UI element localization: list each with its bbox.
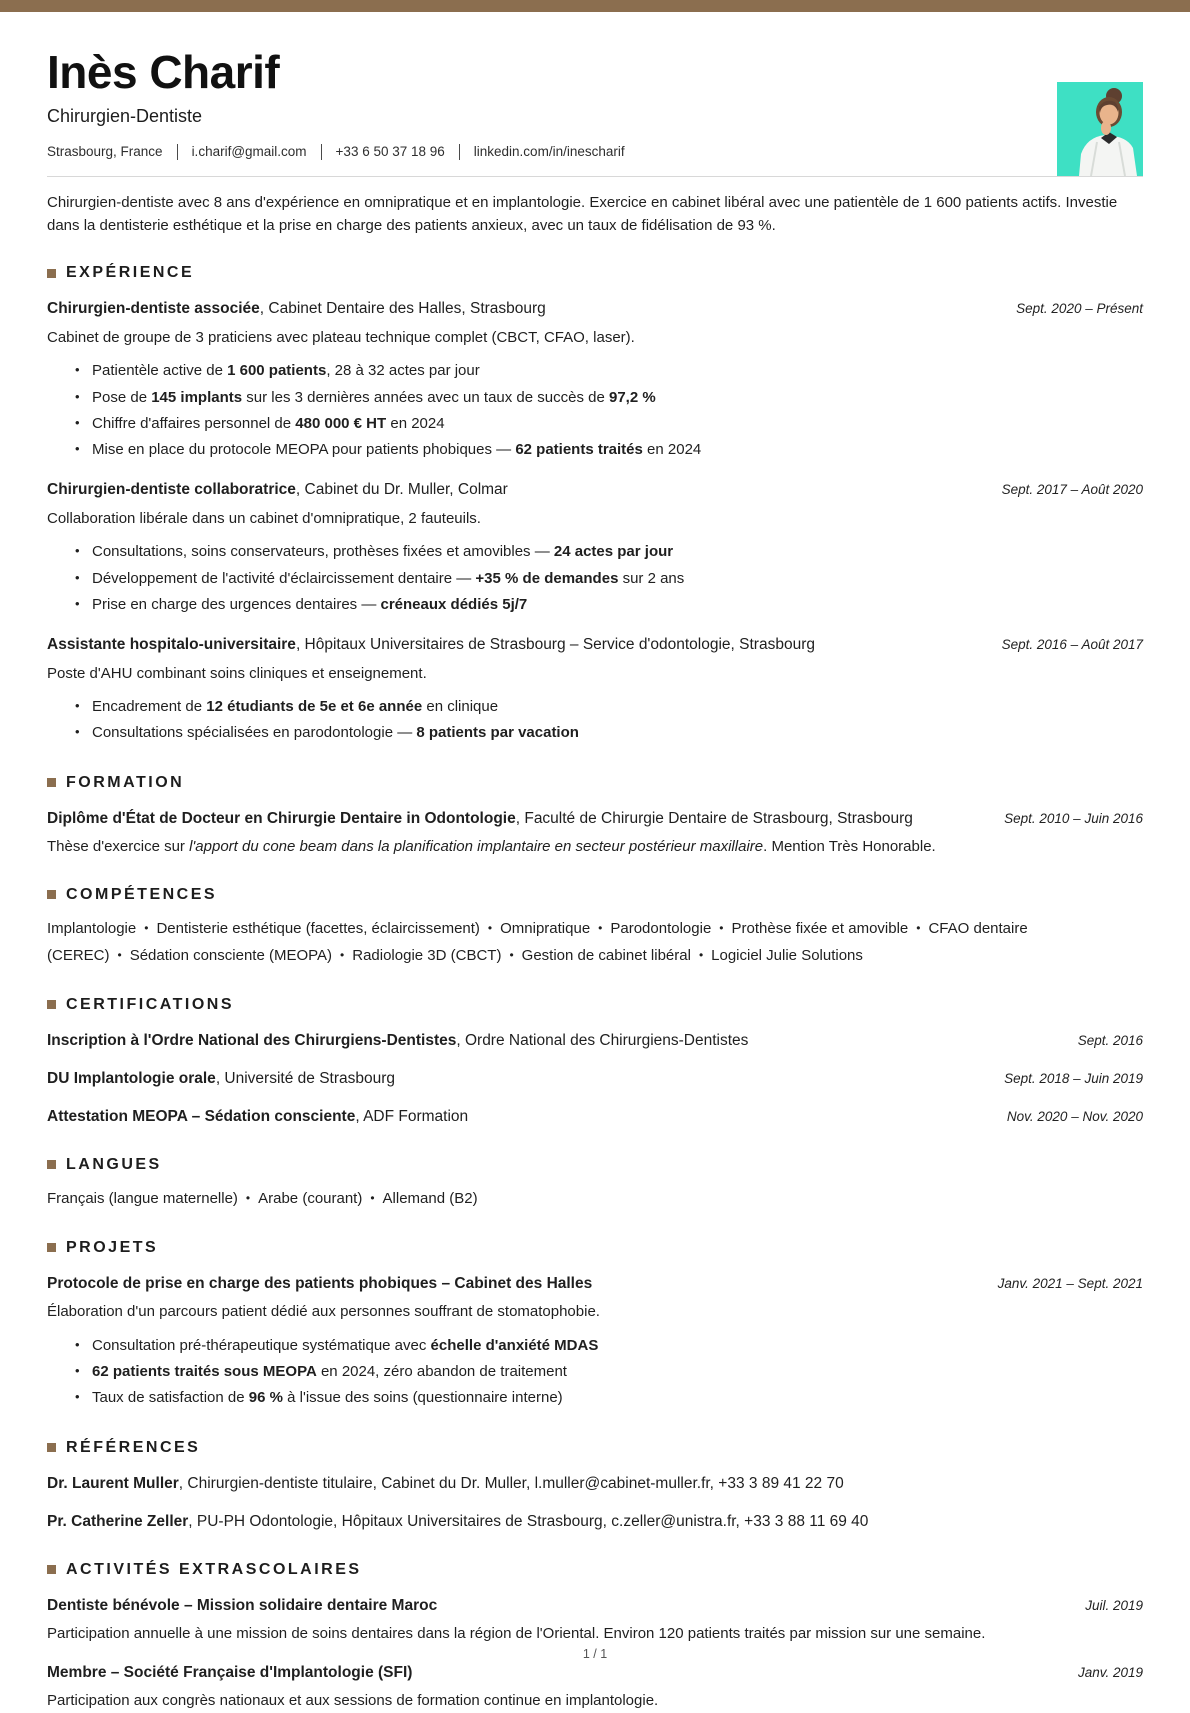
entry-header <box>47 1473 1143 1495</box>
entry-date: Janv. 2019 <box>1077 1664 1143 1680</box>
section-header <box>47 1156 1143 1174</box>
entry-header <box>47 1273 1143 1295</box>
bullet-text: en 2024, zéro abandon de traitement <box>316 1363 567 1381</box>
list-item: Sédation consciente (MEOPA) <box>129 946 333 964</box>
bullet-text: créneaux dédiés 5j/7 <box>380 595 528 613</box>
bullet-list <box>75 539 1143 618</box>
person-job-title: Chirurgien-Dentiste <box>47 105 203 126</box>
section-marker-icon <box>47 1000 56 1009</box>
entry-title-rest: , ADF Formation <box>355 1108 469 1126</box>
bullet-item <box>75 1333 1143 1359</box>
entry-title-bold: Inscription à l'Ordre National des Chirurgiens-Dentistes <box>47 1031 457 1049</box>
resume-header <box>47 46 1143 160</box>
entry-date: Sept. 2020 – Présent <box>1016 301 1143 317</box>
entry-title-rest: , Cabinet du Dr. Muller, Colmar <box>295 481 508 499</box>
entry-title-rest: , Chirurgien-dentiste titulaire, Cabinet du Dr. Muller, l.muller@cabinet-muller.fr, +33 3 89 41 22 70 <box>178 1474 844 1492</box>
bullet-text: 62 patients traités sous MEOPA <box>92 1363 317 1381</box>
entry-subtitle <box>47 663 1143 686</box>
entry-date: Janv. 2021 – Sept. 2021 <box>997 1275 1143 1291</box>
entry-title <box>47 1662 412 1684</box>
entry-header <box>47 479 1143 501</box>
bullet-text: en 2024 <box>642 441 702 459</box>
entry-subtitle-text: Cabinet de groupe de 3 praticiens avec plateau technique complet (CBCT, CFAO, laser). <box>47 328 635 346</box>
section-header <box>47 996 1143 1014</box>
bullet-text: Pose de <box>92 388 152 406</box>
entry-title <box>47 1473 844 1495</box>
entry <box>47 1595 1143 1646</box>
entry-date: Sept. 2010 – Juin 2016 <box>1004 810 1143 826</box>
contact-phone: +33 6 50 37 18 96 <box>335 144 445 160</box>
entry-title-bold: Chirurgien-dentiste collaboratrice <box>47 481 296 499</box>
section-marker-icon <box>47 890 56 899</box>
section-marker-icon <box>47 1565 56 1574</box>
entry-title-bold: Assistante hospitalo-universitaire <box>47 636 296 654</box>
entry-subtitle <box>47 1623 1143 1646</box>
entry <box>47 1662 1143 1713</box>
entry-title <box>47 479 508 501</box>
contact-separator <box>321 144 322 160</box>
section-langues <box>47 1156 1143 1212</box>
entry-title-rest: , Hôpitaux Universitaires de Strasbourg – Service d'odontologie, Strasbourg <box>295 636 815 654</box>
entry-title <box>47 1106 468 1128</box>
bullet-text: 96 % <box>248 1389 283 1407</box>
entry <box>47 1511 1143 1533</box>
entry-subtitle-text: . Mention Très Honorable. <box>763 838 936 856</box>
list-item: Dentisterie esthétique (facettes, éclaircissement) <box>156 919 480 937</box>
section-experience <box>47 264 1143 746</box>
list-separator-icon: • <box>370 1190 375 1205</box>
entry-title <box>47 634 815 656</box>
section-header <box>47 774 1143 792</box>
contact-email: i.charif@gmail.com <box>191 144 307 160</box>
entry-subtitle <box>47 1301 1143 1324</box>
accent-top-bar <box>0 0 1190 12</box>
bullet-text: 480 000 € HT <box>295 414 387 432</box>
bullet-text: 145 implants <box>151 388 243 406</box>
section-header <box>47 1439 1143 1457</box>
bullet-text: en 2024 <box>386 414 445 432</box>
bullet-text: Mise en place du protocole MEOPA pour patients phobiques — <box>92 441 516 459</box>
list-separator-icon: • <box>509 947 514 962</box>
entry-header <box>47 1595 1143 1617</box>
bullet-text: 12 étudiants de 5e et 6e année <box>206 698 423 716</box>
contact-separator <box>177 144 178 160</box>
list-item: Implantologie <box>47 919 137 937</box>
entry-subtitle-text: Participation annuelle à une mission de soins dentaires dans la région de l'Oriental. Environ 120 patients traités par mission sur une semaine. <box>47 1625 986 1643</box>
profile-summary: Chirurgien-dentiste avec 8 ans d'expérience en omnipratique et en implantologie. Exercice en cabinet libéral avec une patientèle de 1 600 patients actifs. Investie dans la dentisterie esthétique et la prise en charge des patients anxieux, avec un taux de fidélisation de 93 %. <box>47 193 1118 235</box>
entry <box>47 808 1143 859</box>
entry-date: Nov. 2020 – Nov. 2020 <box>1006 1109 1143 1125</box>
entry-title <box>47 298 546 320</box>
bullet-item <box>75 385 1143 411</box>
bullet-item <box>75 358 1143 384</box>
entry-title <box>47 1595 437 1617</box>
bullet-text: Taux de satisfaction de <box>92 1389 249 1407</box>
entry-title-bold: Dr. Laurent Muller <box>47 1474 179 1492</box>
list-separator-icon: • <box>916 920 921 935</box>
section-title: ACTIVITÉS EXTRASCOLAIRES <box>66 1560 362 1578</box>
entry-header <box>47 808 1143 830</box>
entry-subtitle-text: Poste d'AHU combinant soins cliniques et enseignement. <box>47 664 427 682</box>
entry-date: Sept. 2016 <box>1077 1032 1143 1048</box>
entry-header <box>47 1662 1143 1684</box>
list-item: Gestion de cabinet libéral <box>521 946 691 964</box>
section-title: PROJETS <box>66 1238 159 1256</box>
bullet-text: 8 patients par vacation <box>416 724 579 742</box>
list-separator-icon: • <box>117 947 122 962</box>
entry-subtitle-text: Collaboration libérale dans un cabinet d'omnipratique, 2 fauteuils. <box>47 509 481 527</box>
entry-date: Sept. 2018 – Juin 2019 <box>1004 1070 1143 1086</box>
list-item: Prothèse fixée et amovible <box>731 919 909 937</box>
bullet-text: +35 % de demandes <box>475 569 619 587</box>
section-formation <box>47 774 1143 859</box>
bullet-item <box>75 720 1143 746</box>
contact-separator <box>459 144 460 160</box>
list-item: Allemand (B2) <box>382 1189 478 1207</box>
section-competences <box>47 886 1143 969</box>
entry-title-bold: Attestation MEOPA – Sédation consciente <box>47 1108 356 1126</box>
contact-row <box>47 144 1143 160</box>
bullet-item <box>75 566 1143 592</box>
inline-list <box>47 1185 1143 1212</box>
list-item: Arabe (courant) <box>258 1189 363 1207</box>
entry-subtitle-text: Élaboration d'un parcours patient dédié aux personnes souffrant de stomatophobie. <box>47 1303 600 1321</box>
list-separator-icon: • <box>598 920 603 935</box>
entry-subtitle <box>47 508 1143 531</box>
list-item: Français (langue maternelle) <box>47 1189 238 1207</box>
entry <box>47 1273 1143 1412</box>
entry-title-rest: , Faculté de Chirurgie Dentaire de Strasbourg, Strasbourg <box>515 809 913 827</box>
entry-date: Juil. 2019 <box>1085 1597 1143 1613</box>
entry <box>47 1068 1143 1090</box>
bullet-item <box>75 411 1143 437</box>
bullet-item <box>75 1385 1143 1411</box>
entry-title <box>47 1068 395 1090</box>
entry-title-rest: , PU-PH Odontologie, Hôpitaux Universitaires de Strasbourg, c.zeller@unistra.fr, +33 3 88 11 69 40 <box>188 1513 869 1531</box>
entry <box>47 1473 1143 1495</box>
sections <box>47 264 1143 1712</box>
inline-list <box>47 915 1143 969</box>
document-body <box>0 46 1190 1713</box>
entry-header <box>47 634 1143 656</box>
bullet-item <box>75 1359 1143 1385</box>
bullet-text: Consultations, soins conservateurs, prothèses fixées et amovibles — <box>92 543 554 561</box>
entry-subtitle <box>47 327 1143 350</box>
entry-title <box>47 1273 592 1295</box>
list-item: Omnipratique <box>500 919 591 937</box>
entry-title-bold: DU Implantologie orale <box>47 1069 216 1087</box>
bullet-text: sur 2 ans <box>618 569 685 587</box>
bullet-text: 1 600 patients <box>227 362 327 380</box>
bullet-item <box>75 592 1143 618</box>
list-separator-icon: • <box>487 920 493 935</box>
section-marker-icon <box>47 269 56 278</box>
bullet-text: 24 actes par jour <box>553 543 674 561</box>
header-divider <box>47 176 1143 177</box>
entry <box>47 1030 1143 1052</box>
bullet-list <box>75 1333 1143 1412</box>
bullet-text: , 28 à 32 actes par jour <box>326 362 480 380</box>
entry-header <box>47 1106 1143 1128</box>
section-header <box>47 264 1143 282</box>
section-marker-icon <box>47 1443 56 1452</box>
list-separator-icon: • <box>719 920 724 935</box>
section-header <box>47 886 1143 904</box>
section-marker-icon <box>47 1160 56 1169</box>
entry-date: Sept. 2017 – Août 2020 <box>1001 482 1143 498</box>
entry-subtitle <box>47 836 1143 859</box>
contact-location: Strasbourg, France <box>47 144 163 160</box>
bullet-item <box>75 437 1143 463</box>
list-item: Radiologie 3D (CBCT) <box>352 946 502 964</box>
entry-title-rest: , Cabinet Dentaire des Halles, Strasbourg <box>259 300 546 318</box>
section-projets <box>47 1239 1143 1412</box>
section-title: COMPÉTENCES <box>66 885 218 903</box>
bullet-text: Consultation pré-thérapeutique systématique avec <box>92 1336 431 1354</box>
section-title: RÉFÉRENCES <box>66 1438 201 1456</box>
bullet-text: sur les 3 dernières années avec un taux de succès de <box>242 388 609 406</box>
entry-header <box>47 298 1143 320</box>
entry <box>47 479 1143 618</box>
entry-subtitle-text: l'apport du cone beam dans la planification implantaire en secteur postérieur maxillaire <box>189 838 764 856</box>
section-marker-icon <box>47 1243 56 1252</box>
person-name: Inès Charif <box>47 46 280 98</box>
bullet-text: échelle d'anxiété MDAS <box>430 1336 599 1354</box>
entry-header <box>47 1030 1143 1052</box>
bullet-text: 62 patients traités <box>515 441 643 459</box>
bullet-text: Chiffre d'affaires personnel de <box>92 414 296 432</box>
entry-header <box>47 1511 1143 1533</box>
section-title: CERTIFICATIONS <box>66 995 235 1013</box>
bullet-text: en clinique <box>422 698 499 716</box>
bullet-list <box>75 694 1143 747</box>
section-title: FORMATION <box>66 773 185 791</box>
profile-photo <box>1057 82 1143 176</box>
section-activites <box>47 1561 1143 1713</box>
entry-title <box>47 1030 748 1052</box>
bullet-text: à l'issue des soins (questionnaire interne) <box>282 1389 563 1407</box>
bullet-text: Prise en charge des urgences dentaires — <box>92 595 381 613</box>
bullet-text: 97,2 % <box>608 388 656 406</box>
bullet-text: Encadrement de <box>92 698 207 716</box>
section-title: EXPÉRIENCE <box>66 264 195 282</box>
section-header <box>47 1561 1143 1579</box>
list-separator-icon: • <box>340 947 345 962</box>
bullet-list <box>75 358 1143 463</box>
section-references <box>47 1439 1143 1534</box>
entry-title-bold: Dentiste bénévole – Mission solidaire dentaire Maroc <box>47 1596 438 1614</box>
entry <box>47 298 1143 463</box>
section-certifications <box>47 996 1143 1129</box>
entry-title-rest: , Ordre National des Chirurgiens-Dentistes <box>456 1031 749 1049</box>
entry-title-bold: Membre – Société Française d'Implantologie (SFI) <box>47 1663 413 1681</box>
entry-title-bold: Diplôme d'État de Docteur en Chirurgie Dentaire in Odontologie <box>47 809 516 827</box>
entry-subtitle-text: Thèse d'exercice sur <box>47 838 190 856</box>
bullet-item <box>75 694 1143 720</box>
list-separator-icon: • <box>698 947 704 962</box>
entry <box>47 634 1143 746</box>
list-separator-icon: • <box>144 920 149 935</box>
section-marker-icon <box>47 778 56 787</box>
entry-subtitle-text: Participation aux congrès nationaux et aux sessions de formation continue en implantologie. <box>47 1692 659 1710</box>
entry-title-rest: , Université de Strasbourg <box>215 1069 396 1087</box>
entry-title <box>47 808 913 830</box>
entry-header <box>47 1068 1143 1090</box>
section-header <box>47 1239 1143 1257</box>
bullet-text: Développement de l'activité d'éclaircissement dentaire — <box>92 569 476 587</box>
entry <box>47 1106 1143 1128</box>
entry-date: Sept. 2016 – Août 2017 <box>1001 637 1143 653</box>
entry-subtitle <box>47 1690 1143 1713</box>
entry-title-bold: Pr. Catherine Zeller <box>47 1513 189 1531</box>
bullet-text: Consultations spécialisées en parodontologie — <box>92 724 417 742</box>
list-separator-icon: • <box>245 1190 251 1205</box>
contact-linkedin: linkedin.com/in/inescharif <box>473 144 625 160</box>
list-item: Logiciel Julie Solutions <box>711 946 863 964</box>
page-number: 1 / 1 <box>582 1647 608 1661</box>
entry-title <box>47 1511 868 1533</box>
entry-title-bold: Protocole de prise en charge des patients phobiques – Cabinet des Halles <box>47 1274 593 1292</box>
entry-title-bold: Chirurgien-dentiste associée <box>47 300 260 318</box>
bullet-item <box>75 539 1143 565</box>
section-title: LANGUES <box>66 1155 162 1173</box>
list-item: CFAO dentaire (CEREC) <box>47 919 1028 964</box>
list-item: Parodontologie <box>610 919 712 937</box>
bullet-text: Patientèle active de <box>92 362 228 380</box>
